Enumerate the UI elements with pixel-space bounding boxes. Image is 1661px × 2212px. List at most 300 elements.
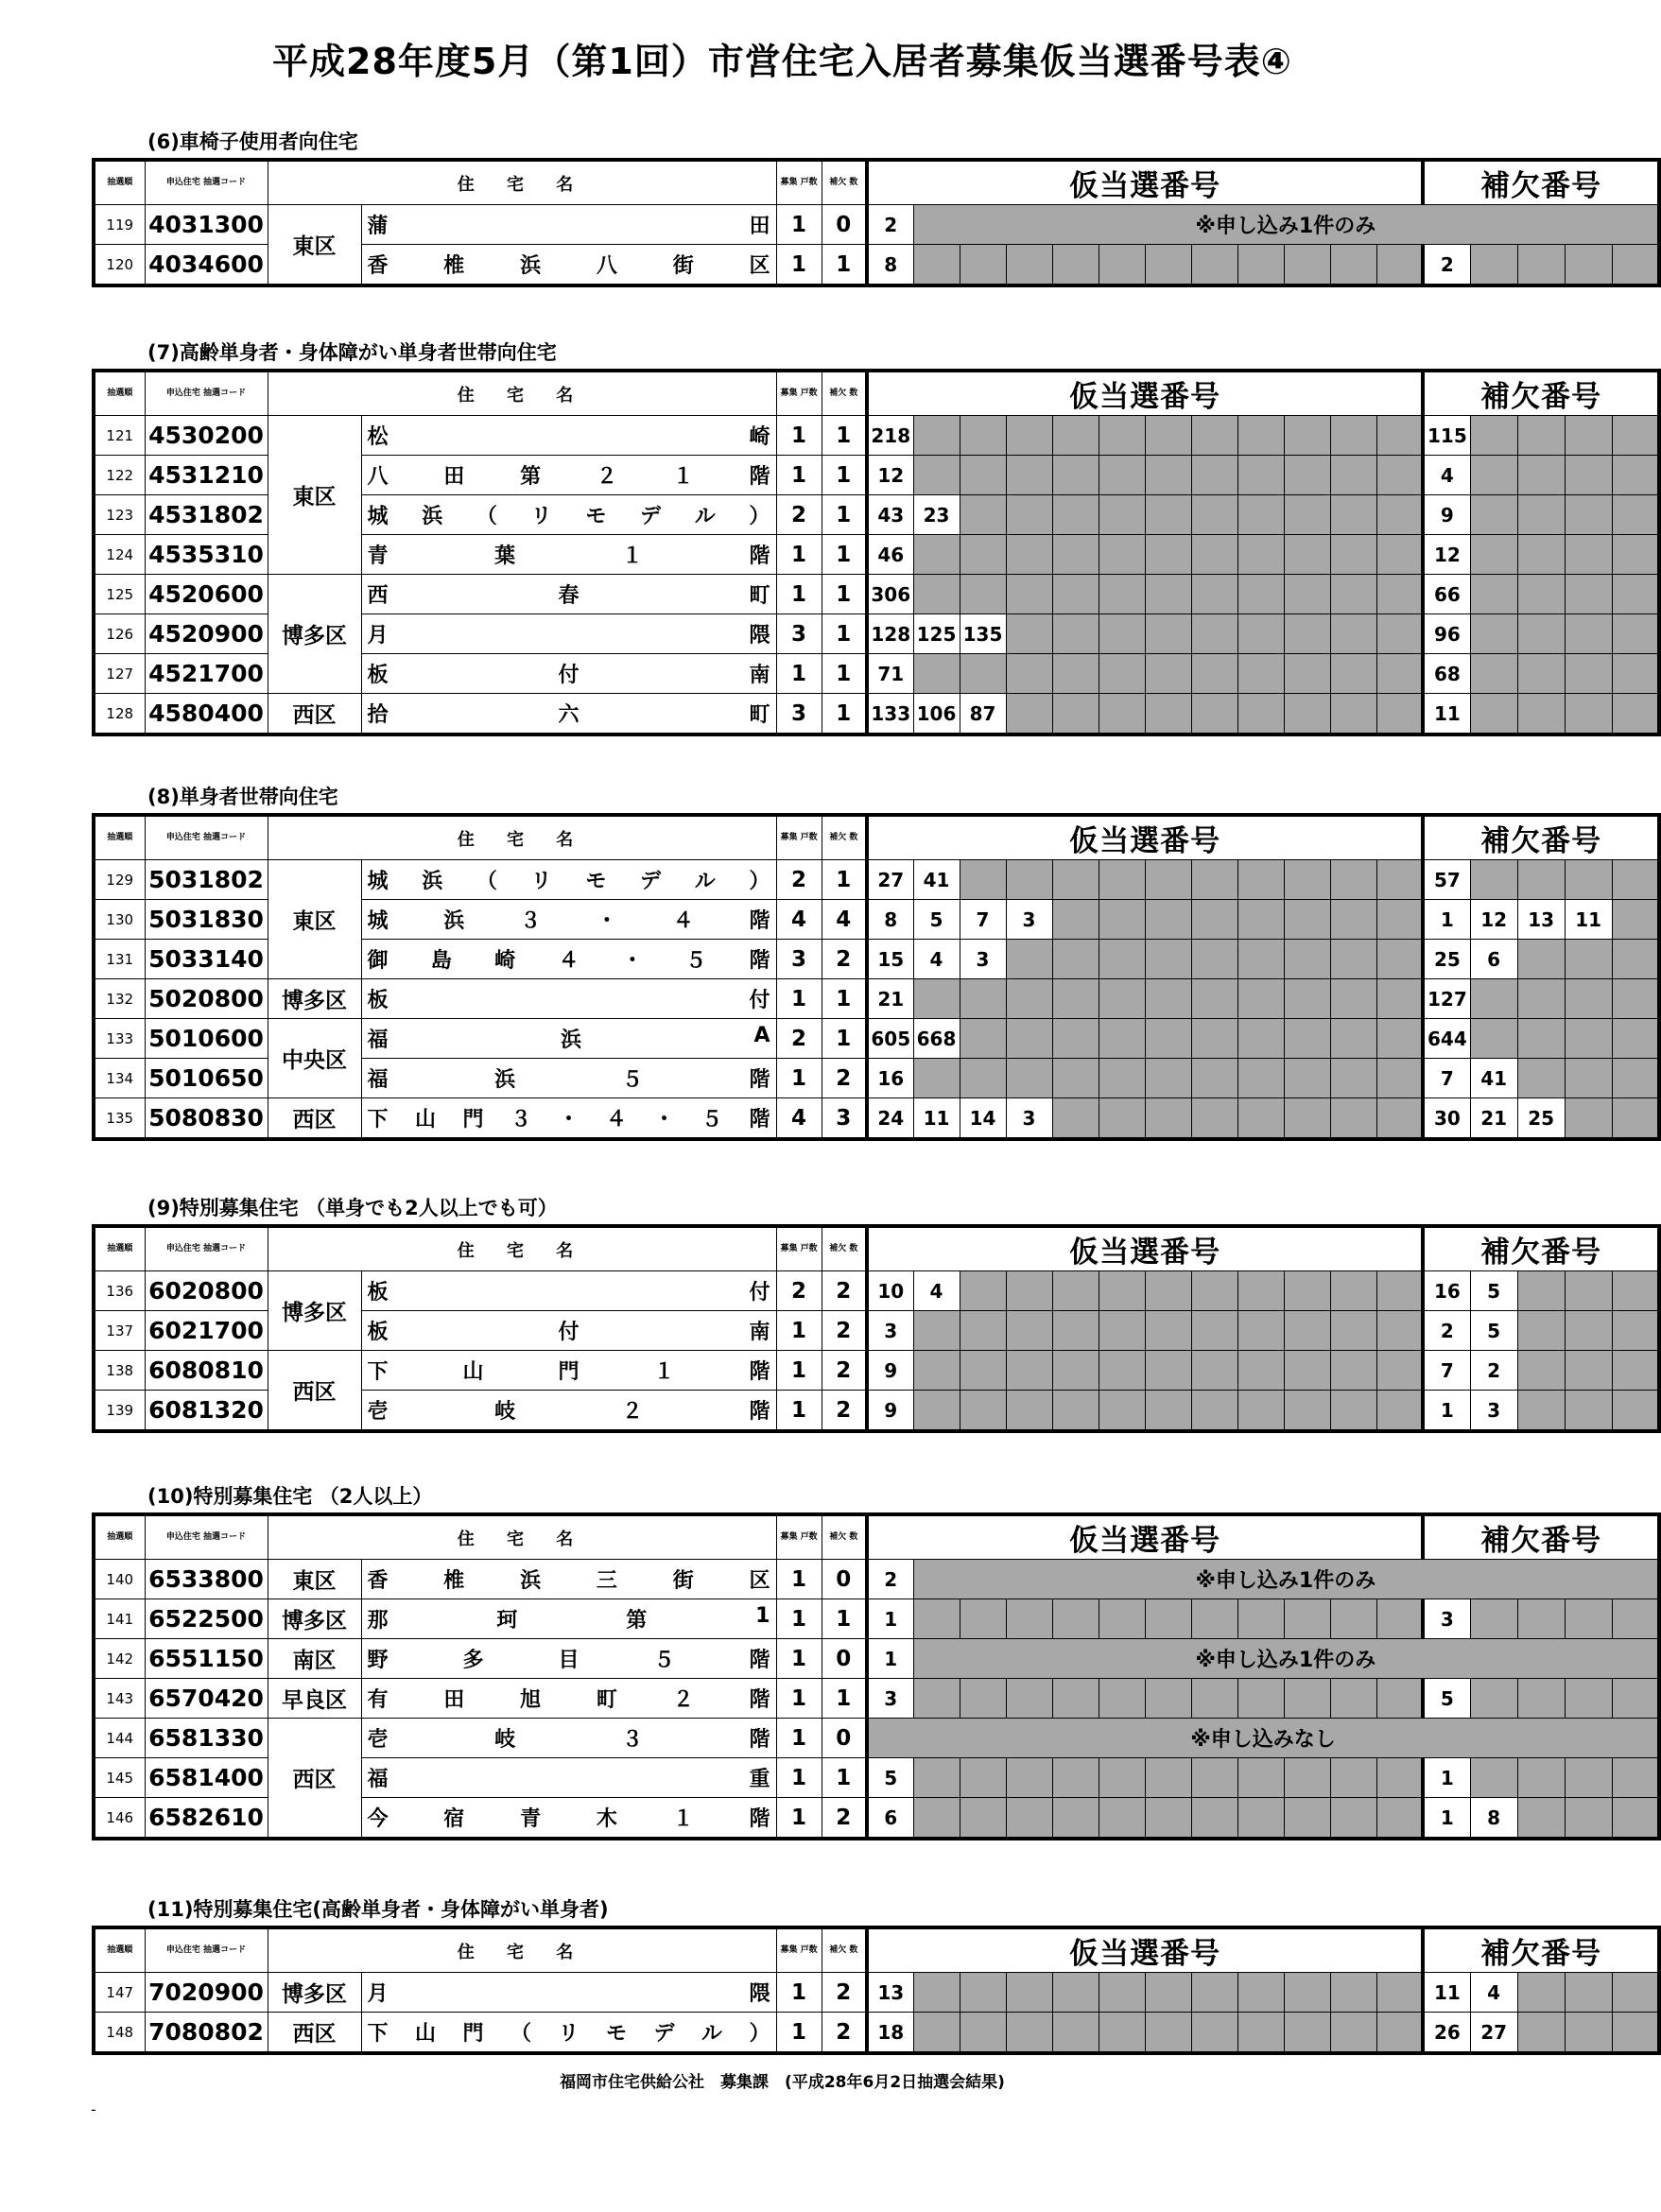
empty-cell [913, 1679, 960, 1719]
header-households: 募集 戸数 [776, 160, 822, 205]
housing-name-char: 福 [367, 1028, 389, 1052]
empty-cell [913, 654, 960, 694]
households-count: 1 [776, 1560, 822, 1599]
housing-name-char: A [753, 1024, 770, 1047]
section-title: (9)特別募集住宅 （単身でも2人以上でも可） [147, 1197, 558, 1219]
lottery-code: 5031830 [145, 900, 268, 940]
lottery-table [92, 813, 1661, 1141]
substitute-number: 16 [1423, 1271, 1470, 1311]
empty-cell [1517, 535, 1565, 575]
housing-name-char: 香 [367, 1569, 389, 1593]
housing-name-char: 下 [367, 1360, 389, 1384]
empty-cell [1237, 1351, 1284, 1391]
housing-name-char: 階 [749, 544, 770, 568]
households-count: 1 [776, 979, 822, 1019]
provisional-number: 6 [867, 1798, 913, 1840]
table-header [94, 815, 1659, 860]
header-vacancy: 補欠 数 [822, 1927, 867, 1973]
housing-name-char: 板 [367, 1281, 389, 1305]
substitute-number: 12 [1423, 535, 1470, 575]
empty-cell [960, 1311, 1006, 1351]
empty-cell [1006, 614, 1052, 654]
vacancy-count: 1 [822, 456, 867, 495]
housing-name-char: 浜 [520, 1569, 542, 1593]
empty-cell [1052, 654, 1099, 694]
housing-name [361, 940, 776, 979]
housing-name-char: 階 [749, 909, 770, 933]
lottery-table [92, 1926, 1661, 2055]
housing-name-char: 宿 [443, 1807, 465, 1831]
table-row [94, 1679, 1659, 1719]
ward: 東区 [268, 416, 361, 575]
ward: 西区 [268, 1351, 361, 1432]
vacancy-count: 1 [822, 1019, 867, 1059]
empty-cell [1191, 1098, 1237, 1140]
households-count: 1 [776, 1391, 822, 1432]
empty-cell [1191, 1311, 1237, 1351]
empty-cell [1612, 2013, 1659, 2054]
empty-cell [1376, 1391, 1423, 1432]
empty-cell [1191, 654, 1237, 694]
empty-cell [1565, 575, 1612, 614]
section-title: (7)高齢単身者・身体障がい単身者世帯向住宅 [147, 341, 557, 364]
lottery-order: 132 [94, 979, 145, 1019]
substitute-number: 13 [1517, 900, 1565, 940]
empty-cell [1284, 1311, 1330, 1351]
table-row [94, 694, 1659, 735]
housing-name-char: ・ [558, 1108, 580, 1132]
housing-name-char: １ [672, 465, 694, 489]
lottery-order: 136 [94, 1271, 145, 1311]
housing-name-char: 田 [749, 215, 770, 238]
empty-cell [1006, 1019, 1052, 1059]
housing-name-char: 木 [596, 1807, 617, 1831]
empty-cell [1284, 245, 1330, 286]
lottery-code: 6020800 [145, 1271, 268, 1311]
empty-cell [960, 1599, 1006, 1639]
header-vacancy: 補欠 数 [822, 1226, 867, 1271]
housing-name-char: 階 [749, 1400, 770, 1424]
empty-cell [1470, 1019, 1517, 1059]
housing-name-char: 岐 [494, 1400, 516, 1424]
empty-cell [1237, 1271, 1284, 1311]
housing-name-char: モ [585, 870, 607, 893]
empty-cell [1145, 1271, 1191, 1311]
housing-name-char: ル [701, 2022, 723, 2046]
header-code: 申込住宅 抽選コード [145, 371, 268, 416]
households-count: 1 [776, 245, 822, 286]
lottery-order: 140 [94, 1560, 145, 1599]
empty-cell [1145, 860, 1191, 900]
substitute-number: 6 [1470, 940, 1517, 979]
empty-cell [1099, 1351, 1145, 1391]
empty-cell [1565, 1351, 1612, 1391]
ward: 博多区 [268, 1973, 361, 2013]
empty-cell [1006, 1271, 1052, 1311]
lottery-code: 6080810 [145, 1351, 268, 1391]
provisional-number: 3 [867, 1679, 913, 1719]
ward: 博多区 [268, 979, 361, 1019]
empty-cell [913, 1758, 960, 1798]
housing-name-char: 春 [558, 584, 580, 608]
lottery-code: 6081320 [145, 1391, 268, 1432]
empty-cell [913, 1351, 960, 1391]
empty-cell [1237, 1098, 1284, 1140]
lottery-table [92, 1512, 1661, 1840]
empty-cell [1376, 1271, 1423, 1311]
housing-name-char: ・ [596, 909, 617, 933]
empty-cell [1237, 1311, 1284, 1351]
empty-cell [1284, 1679, 1330, 1719]
lottery-order: 128 [94, 694, 145, 735]
header-housing-name: 住 宅 名 [268, 371, 776, 416]
header-provisional: 仮当選番号 [867, 371, 1423, 416]
empty-cell [1612, 1098, 1659, 1140]
housing-name [361, 1059, 776, 1098]
empty-cell [1145, 654, 1191, 694]
empty-cell [1145, 1019, 1191, 1059]
empty-cell [1330, 979, 1376, 1019]
lottery-order: 135 [94, 1098, 145, 1140]
households-count: 1 [776, 1351, 822, 1391]
empty-cell [1376, 1059, 1423, 1098]
empty-cell [1376, 1311, 1423, 1351]
lottery-order: 126 [94, 614, 145, 654]
empty-cell [960, 495, 1006, 535]
housing-name [361, 205, 776, 245]
empty-cell [1052, 2013, 1099, 2054]
housing-name-char: 隈 [749, 1982, 770, 2006]
note-single-application: ※申し込み1件のみ [913, 1639, 1659, 1679]
substitute-number: 2 [1423, 245, 1470, 286]
empty-cell [1145, 1679, 1191, 1719]
empty-cell [1470, 860, 1517, 900]
empty-cell [1284, 1019, 1330, 1059]
empty-cell [1612, 575, 1659, 614]
empty-cell [1006, 495, 1052, 535]
empty-cell [1376, 940, 1423, 979]
housing-name-char: 町 [596, 1688, 617, 1712]
empty-cell [1006, 940, 1052, 979]
housing-name-char: ル [694, 505, 716, 528]
empty-cell [1237, 575, 1284, 614]
empty-cell [1612, 860, 1659, 900]
empty-cell [1145, 245, 1191, 286]
housing-name-char: 浜 [520, 254, 542, 278]
provisional-number: 11 [913, 1098, 960, 1140]
housing-name-char: 山 [415, 1108, 437, 1132]
housing-name-char: 多 [462, 1649, 484, 1672]
empty-cell [913, 575, 960, 614]
empty-cell [1191, 416, 1237, 456]
housing-name-char: モ [585, 505, 607, 528]
empty-cell [1237, 900, 1284, 940]
housing-name-char: 福 [367, 1768, 389, 1791]
empty-cell [1191, 245, 1237, 286]
provisional-number: 71 [867, 654, 913, 694]
empty-cell [1376, 495, 1423, 535]
page-title: 平成28年度5月（第1回）市営住宅入居者募集仮当選番号表④ [272, 41, 1292, 82]
substitute-number: 57 [1423, 860, 1470, 900]
substitute-number: 7 [1423, 1059, 1470, 1098]
housing-name-char: 崎 [749, 425, 770, 449]
table-row [94, 2013, 1659, 2054]
empty-cell [1330, 1311, 1376, 1351]
header-substitute: 補欠番号 [1423, 160, 1659, 205]
housing-name [361, 1311, 776, 1351]
empty-cell [1052, 1599, 1099, 1639]
housing-name [361, 1271, 776, 1311]
substitute-number: 127 [1423, 979, 1470, 1019]
housing-name-char: ５ [685, 949, 707, 973]
empty-cell [1006, 1599, 1052, 1639]
empty-cell [1006, 1351, 1052, 1391]
lottery-code: 5010650 [145, 1059, 268, 1098]
empty-cell [1099, 1758, 1145, 1798]
empty-cell [1376, 614, 1423, 654]
vacancy-count: 1 [822, 1679, 867, 1719]
housing-name [361, 979, 776, 1019]
empty-cell [1330, 535, 1376, 575]
housing-name-char: 階 [749, 1807, 770, 1831]
vacancy-count: 2 [822, 1798, 867, 1840]
empty-cell [1565, 416, 1612, 456]
empty-cell [1006, 1059, 1052, 1098]
empty-cell [1376, 694, 1423, 735]
lottery-order: 146 [94, 1798, 145, 1840]
provisional-number: 8 [867, 900, 913, 940]
empty-cell [1470, 1599, 1517, 1639]
housing-name-char: 町 [749, 703, 770, 727]
lottery-code: 5031802 [145, 860, 268, 900]
empty-cell [1237, 940, 1284, 979]
header-households: 募集 戸数 [776, 371, 822, 416]
lottery-code: 4034600 [145, 245, 268, 286]
empty-cell [1099, 1391, 1145, 1432]
empty-cell [1612, 1599, 1659, 1639]
empty-cell [1517, 1059, 1565, 1098]
households-count: 1 [776, 1059, 822, 1098]
households-count: 1 [776, 575, 822, 614]
housing-name-char: 付 [749, 989, 770, 1012]
empty-cell [1330, 1019, 1376, 1059]
lottery-code: 4531210 [145, 456, 268, 495]
housing-name-char: （ [476, 870, 497, 893]
empty-cell [913, 2013, 960, 2054]
empty-cell [913, 245, 960, 286]
table-header [94, 1927, 1659, 1973]
table-row [94, 1973, 1659, 2013]
empty-cell [1565, 1973, 1612, 2013]
empty-cell [1376, 1599, 1423, 1639]
empty-cell [1470, 456, 1517, 495]
housing-name-char: 1 [755, 1604, 770, 1628]
empty-cell [1099, 1271, 1145, 1311]
lottery-order: 144 [94, 1719, 145, 1758]
empty-cell [1237, 1758, 1284, 1798]
empty-cell [960, 1019, 1006, 1059]
header-households: 募集 戸数 [776, 815, 822, 860]
housing-name-char: ） [749, 870, 770, 893]
housing-name-char: ３ [621, 1728, 643, 1752]
lottery-order: 127 [94, 654, 145, 694]
substitute-number: 8 [1470, 1798, 1517, 1840]
empty-cell [1376, 245, 1423, 286]
ward: 西区 [268, 694, 361, 735]
housing-name-char: 付 [558, 664, 580, 687]
empty-cell [1052, 1679, 1099, 1719]
empty-cell [1099, 1599, 1145, 1639]
housing-name-char: 重 [749, 1768, 770, 1791]
section-title: (10)特別募集住宅 （2人以上） [147, 1485, 433, 1508]
lottery-code: 4520900 [145, 614, 268, 654]
table-row [94, 860, 1659, 900]
substitute-number: 21 [1470, 1098, 1517, 1140]
empty-cell [1612, 1679, 1659, 1719]
empty-cell [1052, 1311, 1099, 1351]
housing-name-char: ） [749, 2022, 770, 2046]
header-lottery-order: 抽選順 [94, 371, 145, 416]
housing-name-char: ３ [520, 909, 542, 933]
housing-name-char: 珂 [496, 1609, 518, 1633]
provisional-number: 87 [960, 694, 1006, 735]
empty-cell [1006, 575, 1052, 614]
households-count: 1 [776, 456, 822, 495]
header-substitute: 補欠番号 [1423, 1514, 1659, 1560]
empty-cell [1376, 575, 1423, 614]
housing-name-char: ５ [701, 1108, 723, 1132]
housing-name-char: 目 [558, 1649, 580, 1672]
empty-cell [1052, 614, 1099, 654]
empty-cell [1517, 1351, 1565, 1391]
empty-cell [1191, 614, 1237, 654]
housing-name-char: 田 [443, 1688, 465, 1712]
vacancy-count: 2 [822, 2013, 867, 2054]
empty-cell [1052, 900, 1099, 940]
lottery-code: 5033140 [145, 940, 268, 979]
table-header [94, 160, 1659, 205]
empty-cell [1284, 1758, 1330, 1798]
empty-cell [1612, 654, 1659, 694]
substitute-number: 25 [1423, 940, 1470, 979]
vacancy-count: 0 [822, 205, 867, 245]
empty-cell [1099, 979, 1145, 1019]
provisional-number: 128 [867, 614, 913, 654]
housing-name [361, 694, 776, 735]
empty-cell [1612, 245, 1659, 286]
provisional-number: 605 [867, 1019, 913, 1059]
empty-cell [1099, 2013, 1145, 2054]
empty-cell [1517, 245, 1565, 286]
note-no-application: ※申し込みなし [867, 1719, 1659, 1758]
housing-name-char: 椎 [443, 254, 465, 278]
housing-name-char: １ [653, 1360, 675, 1384]
empty-cell [1052, 245, 1099, 286]
housing-name-char: 有 [367, 1688, 389, 1712]
empty-cell [960, 2013, 1006, 2054]
empty-cell [1099, 860, 1145, 900]
empty-cell [1565, 1679, 1612, 1719]
empty-cell [1052, 860, 1099, 900]
substitute-number: 11 [1423, 1973, 1470, 2013]
provisional-number: 4 [913, 940, 960, 979]
header-provisional: 仮当選番号 [867, 1927, 1423, 1973]
substitute-number: 1 [1423, 900, 1470, 940]
housing-name-char: モ [606, 2022, 628, 2046]
empty-cell [1330, 1098, 1376, 1140]
housing-name-char: 浜 [422, 505, 443, 528]
header-vacancy: 補欠 数 [822, 815, 867, 860]
households-count: 1 [776, 2013, 822, 2054]
housing-name [361, 614, 776, 654]
provisional-number: 4 [913, 1271, 960, 1311]
empty-cell [1145, 694, 1191, 735]
empty-cell [1145, 1311, 1191, 1351]
housing-name-char: 隈 [749, 624, 770, 648]
empty-cell [1191, 1391, 1237, 1432]
empty-cell [960, 535, 1006, 575]
vacancy-count: 0 [822, 1560, 867, 1599]
vacancy-count: 2 [822, 1311, 867, 1351]
empty-cell [1191, 495, 1237, 535]
empty-cell [1052, 1973, 1099, 2013]
empty-cell [1612, 1271, 1659, 1311]
empty-cell [1006, 860, 1052, 900]
lottery-order: 134 [94, 1059, 145, 1098]
empty-cell [1145, 535, 1191, 575]
households-count: 1 [776, 654, 822, 694]
lottery-order: 141 [94, 1599, 145, 1639]
lottery-order: 137 [94, 1311, 145, 1351]
note-single-application: ※申し込み1件のみ [913, 1560, 1659, 1599]
housing-name [361, 535, 776, 575]
empty-cell [1006, 1798, 1052, 1840]
empty-cell [1330, 694, 1376, 735]
lottery-order: 119 [94, 205, 145, 245]
vacancy-count: 2 [822, 1059, 867, 1098]
lottery-code: 4531802 [145, 495, 268, 535]
empty-cell [1099, 495, 1145, 535]
empty-cell [1191, 694, 1237, 735]
empty-cell [1191, 1679, 1237, 1719]
housing-name-char: １ [621, 544, 643, 568]
substitute-number: 9 [1423, 495, 1470, 535]
vacancy-count: 2 [822, 1973, 867, 2013]
substitute-number: 41 [1470, 1059, 1517, 1098]
housing-name-char: 月 [367, 624, 389, 648]
housing-name [361, 654, 776, 694]
header-substitute: 補欠番号 [1423, 815, 1659, 860]
empty-cell [1565, 456, 1612, 495]
housing-name-char: 階 [749, 1360, 770, 1384]
empty-cell [1006, 456, 1052, 495]
empty-cell [1284, 2013, 1330, 2054]
provisional-number: 3 [960, 940, 1006, 979]
empty-cell [913, 1059, 960, 1098]
empty-cell [1284, 416, 1330, 456]
empty-cell [1284, 979, 1330, 1019]
empty-cell [960, 1798, 1006, 1840]
substitute-number: 1 [1423, 1798, 1470, 1840]
lottery-order: 138 [94, 1351, 145, 1391]
empty-cell [1565, 694, 1612, 735]
ward: 東区 [268, 205, 361, 286]
households-count: 2 [776, 1019, 822, 1059]
ward: 東区 [268, 860, 361, 979]
empty-cell [1376, 1351, 1423, 1391]
empty-cell [1330, 1059, 1376, 1098]
substitute-number: 3 [1470, 1391, 1517, 1432]
